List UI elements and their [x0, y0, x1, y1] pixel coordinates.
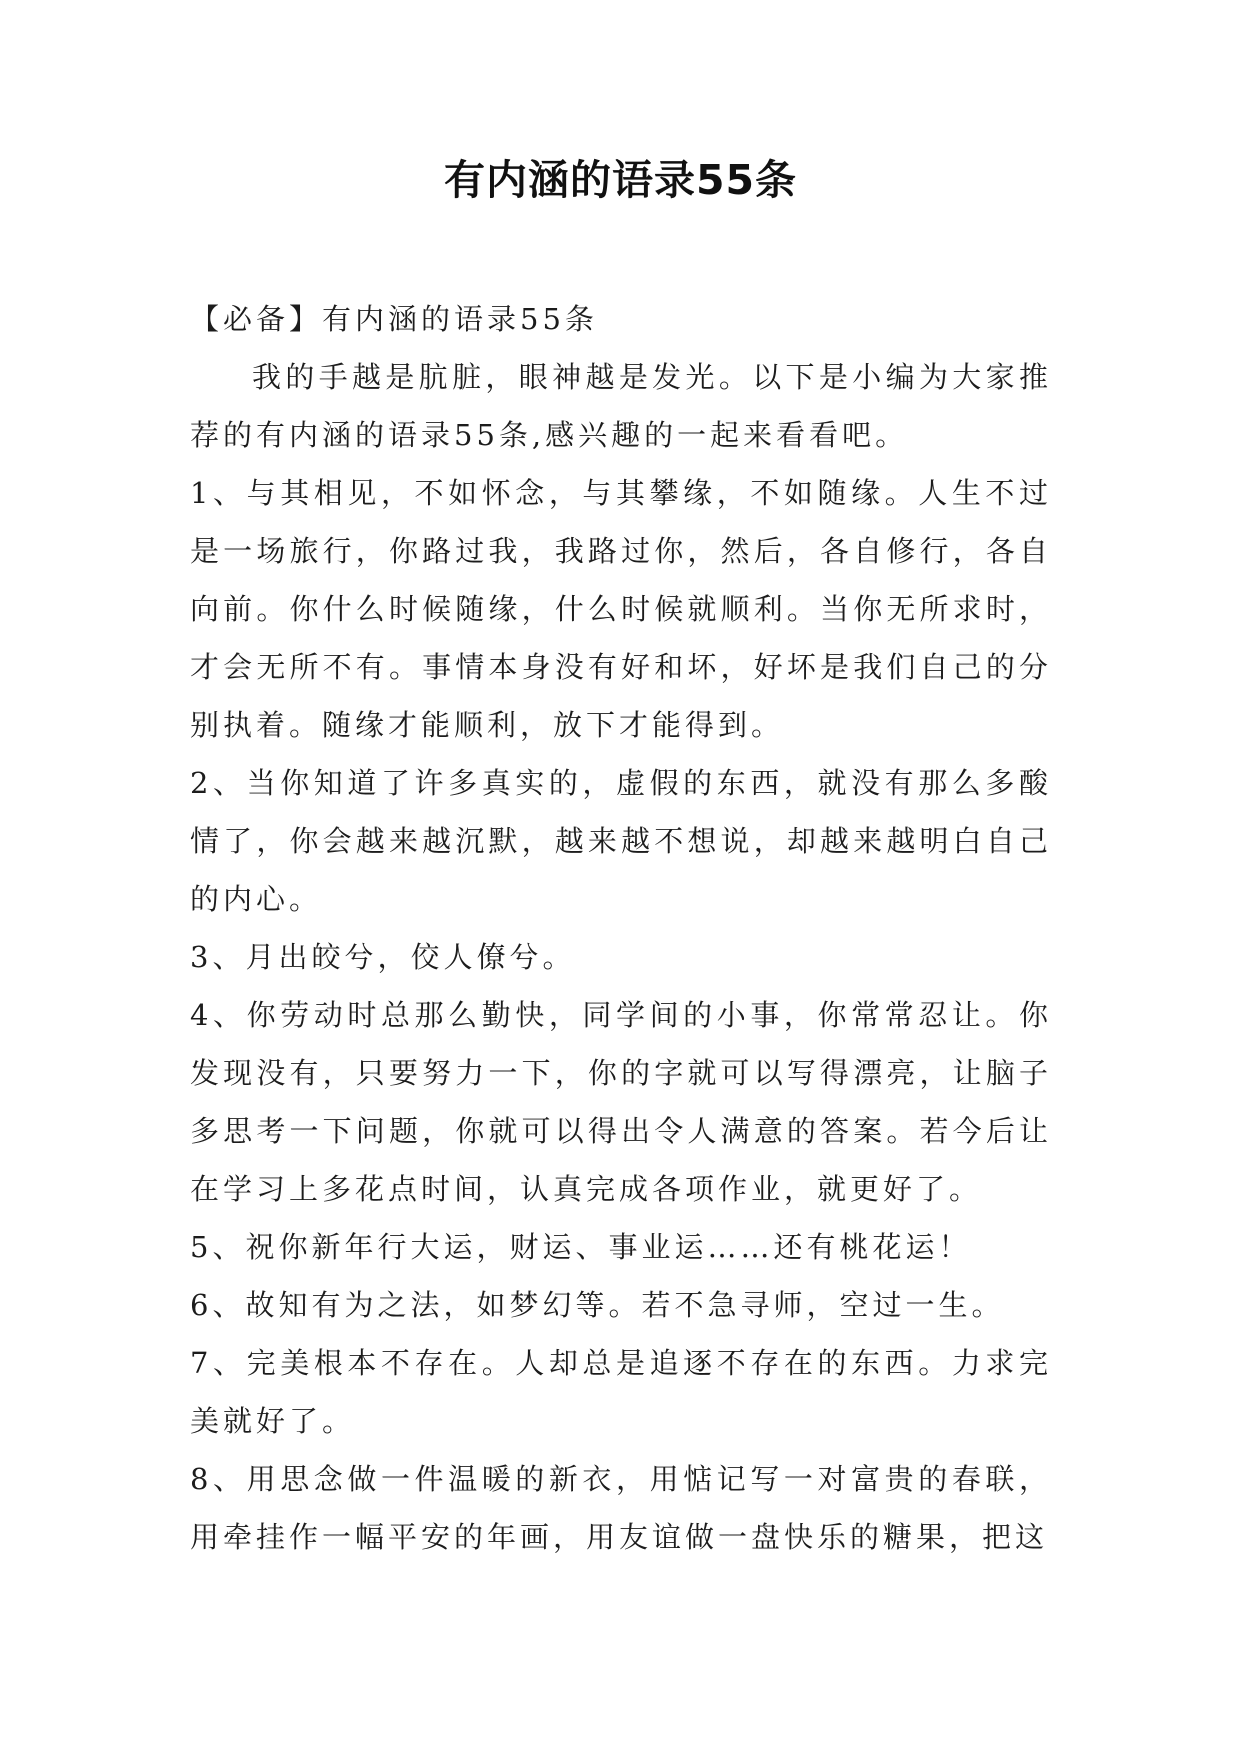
paragraph-item-7: 7、完美根本不存在。人却总是追逐不存在的东西。力求完美就好了。: [190, 1346, 1052, 1438]
paragraph-item-5: 5、祝你新年行大运，财运、事业运……还有桃花运！: [190, 1230, 972, 1264]
paragraph-item-3: 3、月出皎兮，佼人僚兮。: [190, 940, 576, 974]
paragraph-item-1: 1、与其相见，不如怀念，与其攀缘，不如随缘。人生不过是一场旅行，你路过我，我路过你，然后，各自修行，各自向前。你什么时候随缘，什么时候就顺利。当你无所求时，才会无所不有。事情本身没有好和坏，好坏是我们自己的分别执着。随缘才能顺利，放下才能得到。: [190, 476, 1052, 742]
paragraph-item-2: 2、当你知道了许多真实的，虚假的东西，就没有那么多酸情了，你会越来越沉默，越来越不想说，却越来越明白自己的内心。: [190, 766, 1052, 916]
paragraph-item-6: 6、故知有为之法，如梦幻等。若不急寻师，空过一生。: [190, 1288, 1005, 1322]
paragraph-item-8: 8、用思念做一件温暖的新衣，用惦记写一对富贵的春联，用牵挂作一幅平安的年画，用友谊做一盘快乐的糖果，把这: [190, 1462, 1052, 1554]
paragraph-intro: 我的手越是肮脏，眼神越是发光。以下是小编为大家推荐的有内涵的语录55条,感兴趣的一起来看看吧。: [190, 360, 1052, 452]
document-title: 有内涵的语录55条: [443, 156, 798, 204]
paragraph-heading: 【必备】有内涵的语录55条: [190, 302, 598, 336]
paragraph-item-4: 4、你劳动时总那么勤快，同学间的小事，你常常忍让。你发现没有，只要努力一下，你的字就可以写得漂亮，让脑子多思考一下问题，你就可以得出令人满意的答案。若今后让在学习上多花点时间，认真完成各项作业，就更好了。: [190, 998, 1052, 1206]
document-body: [190, 290, 1052, 1566]
